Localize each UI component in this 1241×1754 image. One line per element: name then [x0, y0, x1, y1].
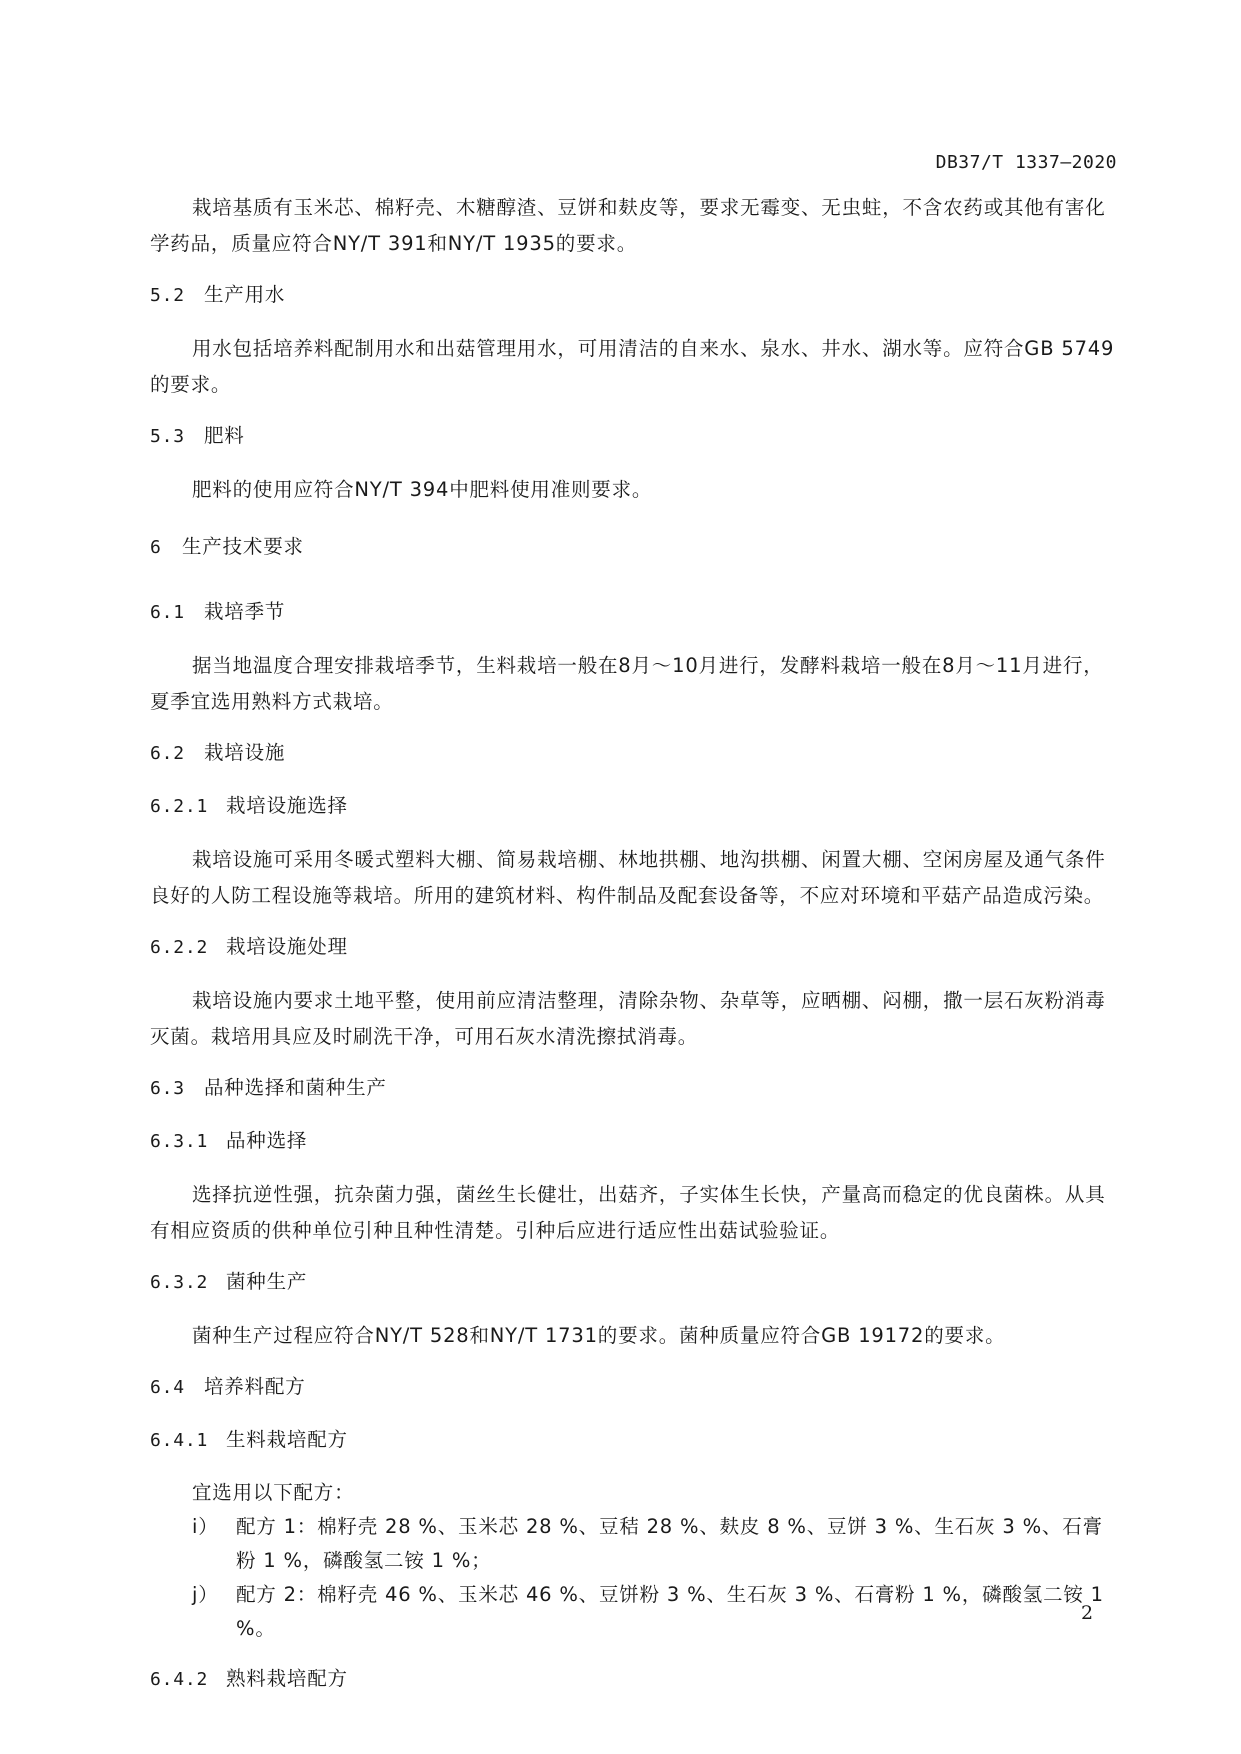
- section-number: 6.2: [150, 743, 185, 764]
- section-number: 6.4: [150, 1377, 185, 1398]
- section-title: 肥料: [204, 424, 245, 447]
- section-title: 栽培设施选择: [226, 794, 348, 817]
- section-heading-5-2: [150, 278, 1122, 313]
- paragraph: 选择抗逆性强，抗杂菌力强，菌丝生长健壮，出菇齐，子实体生长快，产量高而稳定的优良菌株。从具有相应资质的供种单位引种且种性清楚。引种后应进行适应性出菇试验验证。: [150, 1183, 1106, 1242]
- chapter-number: 6: [150, 537, 162, 558]
- section-number: 6.3.2: [150, 1272, 209, 1293]
- section-heading-6-1: [150, 595, 1122, 630]
- section-title: 品种选择和菌种生产: [204, 1076, 387, 1099]
- section-number: 6.1: [150, 602, 185, 623]
- section-number: 6.4.1: [150, 1430, 209, 1451]
- paragraph: 据当地温度合理安排栽培季节，生料栽培一般在8月～10月进行，发酵料栽培一般在8月～11月进行，夏季宜选用熟料方式栽培。: [150, 654, 1104, 713]
- section-heading-6-4-1: [150, 1423, 1122, 1458]
- section-heading-6-2-2: [150, 930, 1122, 965]
- section-heading-6-3: [150, 1071, 1122, 1106]
- section-title: 生料栽培配方: [226, 1428, 348, 1451]
- section-number: 6.3: [150, 1078, 185, 1099]
- section-number: 6.3.1: [150, 1131, 209, 1152]
- chapter-title: 生产技术要求: [182, 535, 304, 558]
- section-heading-6-4-2: [150, 1662, 1122, 1697]
- section-title: 栽培季节: [204, 600, 286, 623]
- page-number: 2: [1081, 1602, 1094, 1624]
- document-body: [150, 190, 1122, 1715]
- list-marker: j）: [192, 1583, 219, 1606]
- section-title: 栽培设施: [204, 741, 286, 764]
- section-heading-6-2-1: [150, 789, 1122, 824]
- section-number: 5.2: [150, 285, 185, 306]
- paragraph: 用水包括培养料配制用水和出菇管理用水，可用清洁的自来水、泉水、井水、湖水等。应符合GB 5749的要求。: [150, 337, 1115, 396]
- chapter-heading-6: [150, 530, 1122, 565]
- paragraph: 栽培设施可采用冬暖式塑料大棚、简易栽培棚、林地拱棚、地沟拱棚、闲置大棚、空闲房屋及通气条件良好的人防工程设施等栽培。所用的建筑材料、构件制品及配套设备等，不应对环境和平菇产品造成污染。: [150, 848, 1106, 907]
- section-heading-5-3: [150, 419, 1122, 454]
- section-heading-6-3-2: [150, 1265, 1122, 1300]
- section-number: 6.2.2: [150, 937, 209, 958]
- list-intro: 宜选用以下配方：: [192, 1481, 355, 1504]
- standard-code: DB37/T 1337—2020: [935, 152, 1117, 173]
- formula-list: [150, 1510, 1122, 1646]
- section-title: 菌种生产: [226, 1270, 308, 1293]
- list-item: [150, 1510, 1122, 1578]
- paragraph: 肥料的使用应符合NY/T 394中肥料使用准则要求。: [192, 478, 653, 501]
- section-number: 6.4.2: [150, 1669, 209, 1690]
- list-marker: i）: [192, 1515, 219, 1538]
- section-heading-6-3-1: [150, 1124, 1122, 1159]
- list-item: [150, 1578, 1122, 1646]
- section-title: 品种选择: [226, 1129, 308, 1152]
- paragraph: 菌种生产过程应符合NY/T 528和NY/T 1731的要求。菌种质量应符合GB 19172的要求。: [192, 1324, 1006, 1347]
- paragraph: 栽培设施内要求土地平整，使用前应清洁整理，清除杂物、杂草等，应晒棚、闷棚，撒一层石灰粉消毒灭菌。栽培用具应及时刷洗干净，可用石灰水清洗擦拭消毒。: [150, 989, 1106, 1048]
- section-heading-6-4: [150, 1370, 1122, 1405]
- list-item-text: 配方 1：棉籽壳 28 %、玉米芯 28 %、豆秸 28 %、麸皮 8 %、豆饼 3 %、生石灰 3 %、石膏粉 1 %，磷酸氢二铵 1 %；: [236, 1515, 1103, 1572]
- paragraph: 栽培基质有玉米芯、棉籽壳、木糖醇渣、豆饼和麸皮等，要求无霉变、无虫蛀，不含农药或其他有害化学药品，质量应符合NY/T 391和NY/T 1935的要求。: [150, 196, 1106, 255]
- list-item-text: 配方 2：棉籽壳 46 %、玉米芯 46 %、豆饼粉 3 %、生石灰 3 %、石膏粉 1 %，磷酸氢二铵 1 %。: [236, 1583, 1104, 1640]
- section-number: 6.2.1: [150, 796, 209, 817]
- section-title: 熟料栽培配方: [226, 1667, 348, 1690]
- section-title: 培养料配方: [204, 1375, 306, 1398]
- section-number: 5.3: [150, 426, 185, 447]
- section-heading-6-2: [150, 736, 1122, 771]
- section-title: 生产用水: [204, 283, 286, 306]
- section-title: 栽培设施处理: [226, 935, 348, 958]
